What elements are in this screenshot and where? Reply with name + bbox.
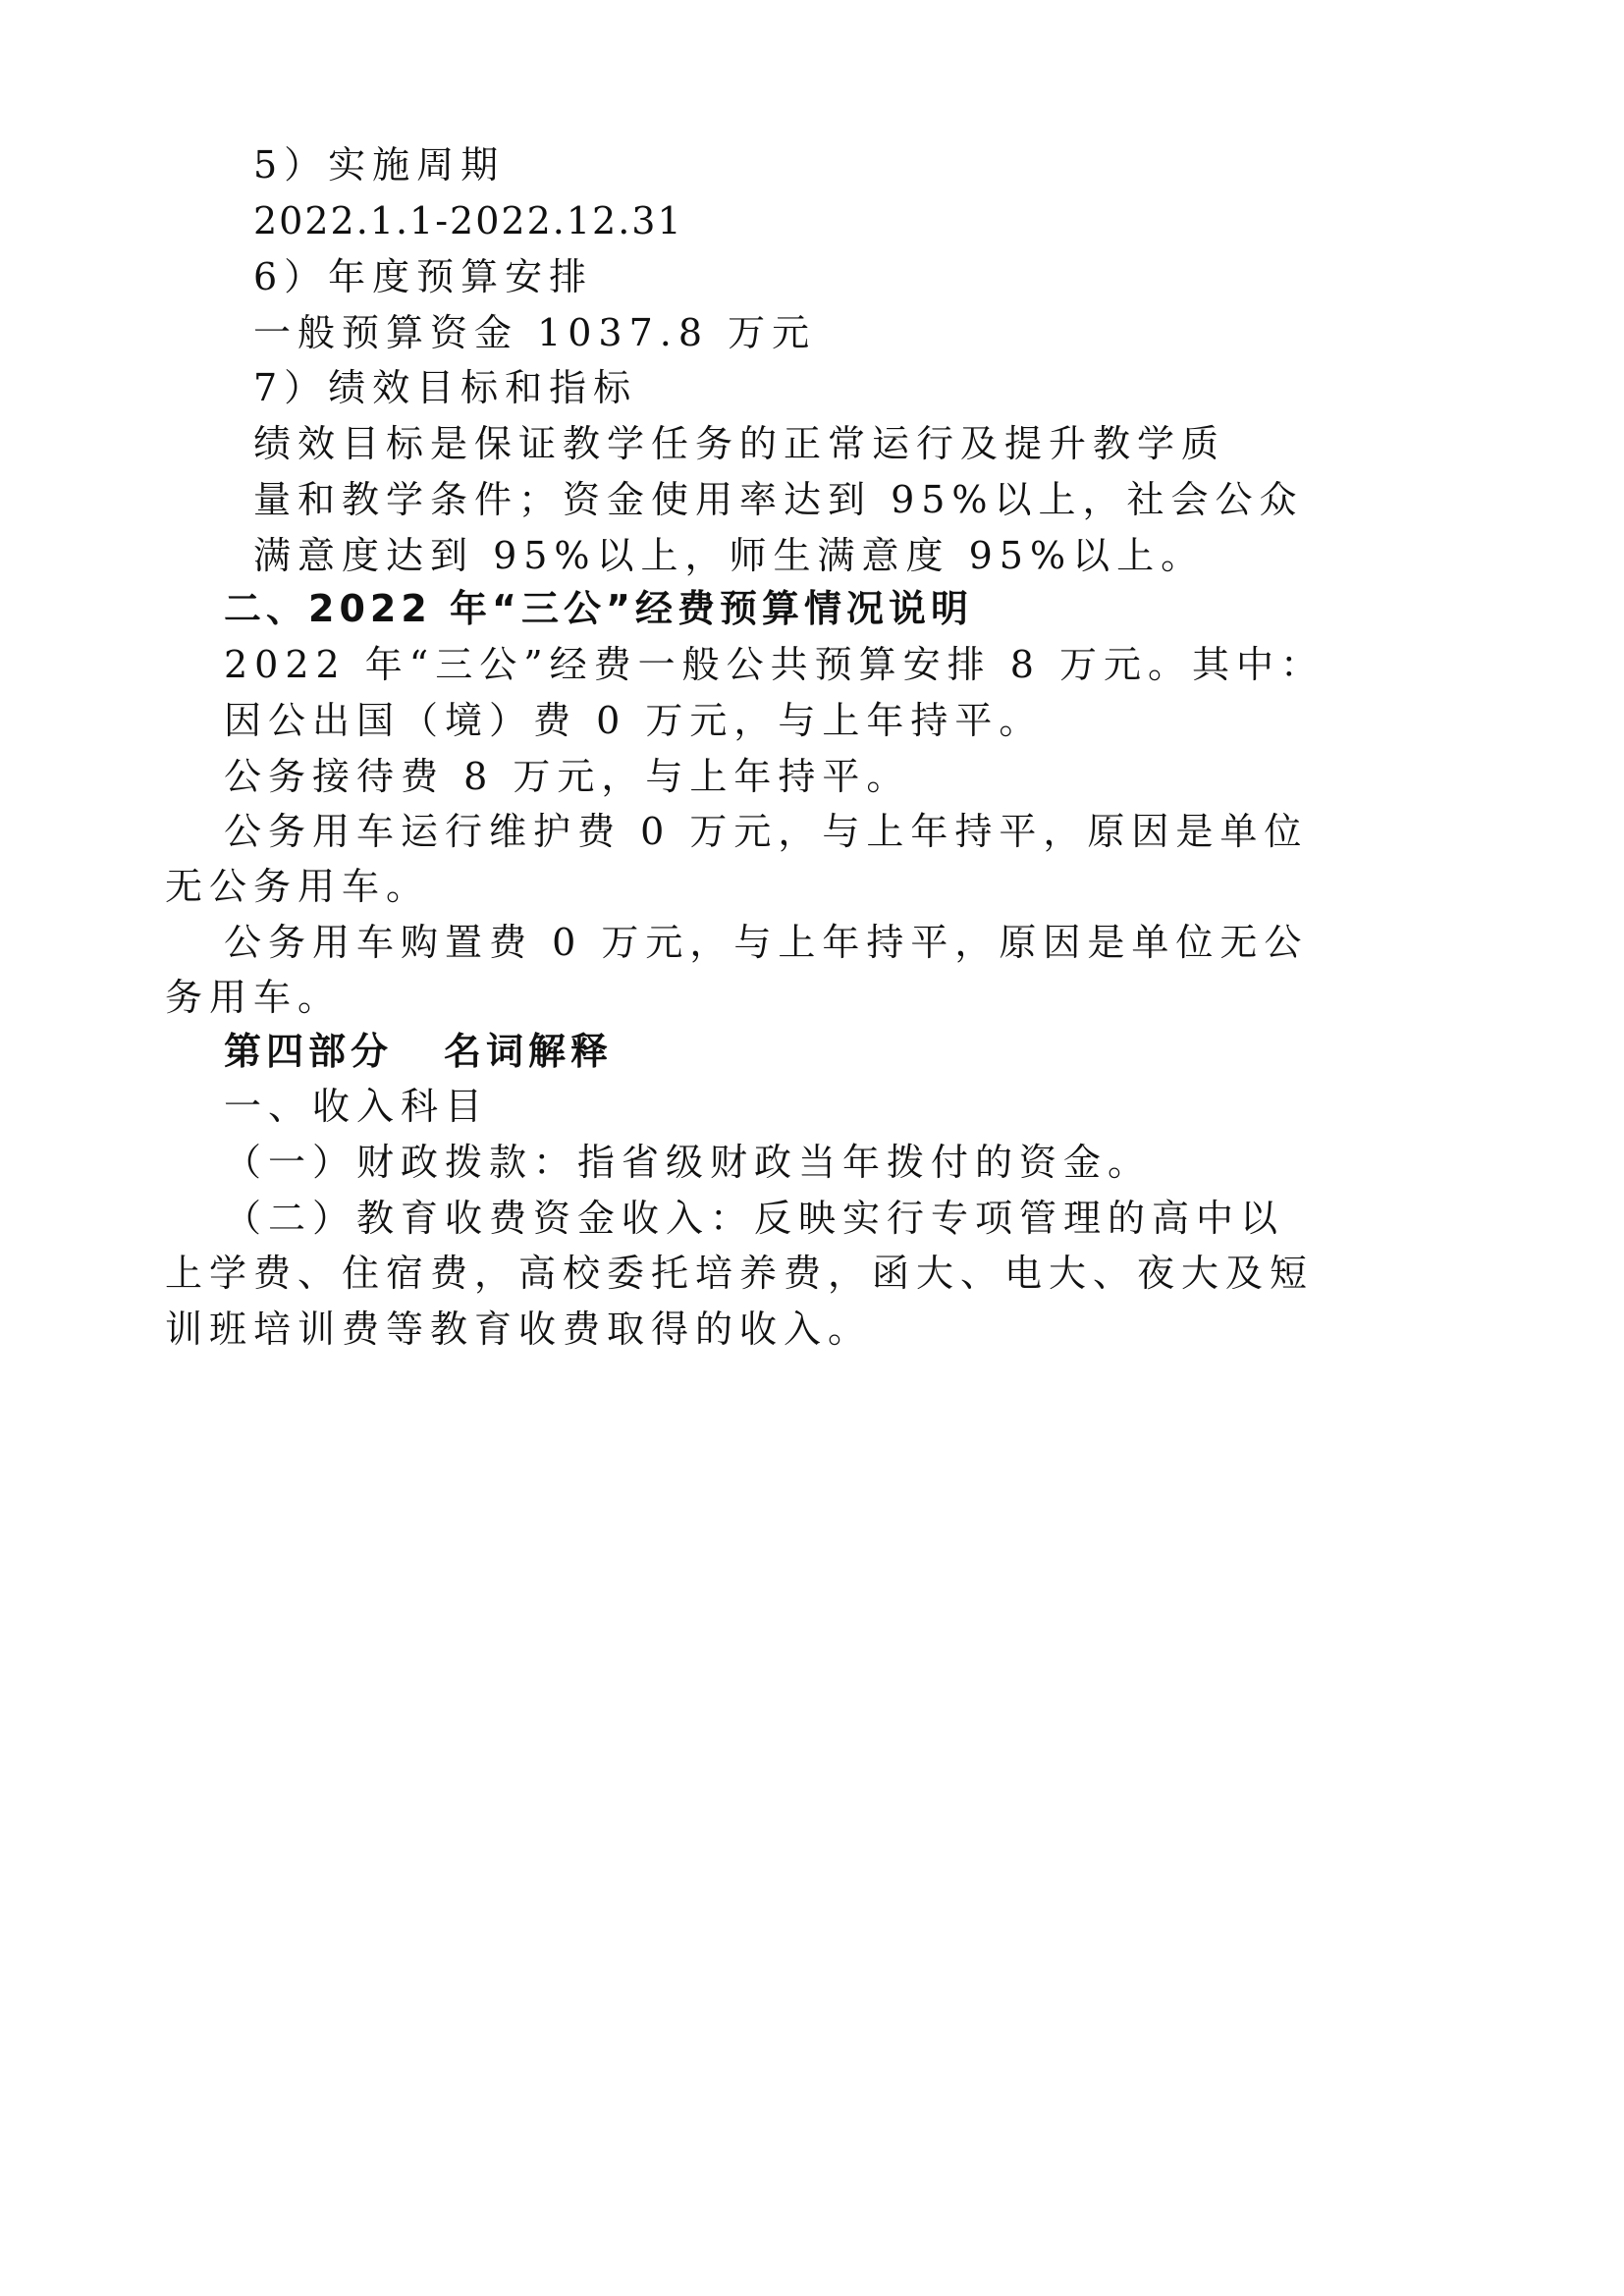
paragraph-line: （一）财政拨款：指省级财政当年拨付的资金。	[224, 1141, 1153, 1184]
item6-heading: 6）年度预算安排	[253, 255, 594, 298]
paragraph-line: （二）教育收费资金收入：反映实行专项管理的高中以	[224, 1197, 1285, 1240]
paragraph-line: 2022 年“三公”经费一般公共预算安排 8 万元。其中：	[224, 643, 1325, 686]
item7-text-line: 绩效目标是保证教学任务的正常运行及提升教学质	[253, 422, 1226, 465]
section-heading-three-public: 二、2022 年“三公”经费预算情况说明	[224, 587, 973, 630]
paragraph-line: 公务接待费 8 万元，与上年持平。	[224, 755, 911, 798]
paragraph-line: 因公出国（境）费 0 万元，与上年持平。	[224, 699, 1044, 742]
item7-text-line: 满意度达到 95%以上，师生满意度 95%以上。	[253, 534, 1206, 577]
paragraph-line: 公务用车运行维护费 0 万元，与上年持平，原因是单位	[224, 810, 1309, 853]
paragraph-line: 务用车。	[165, 976, 343, 1019]
paragraph-line: 上学费、住宿费，高校委托培养费，函大、电大、夜大及短	[165, 1252, 1315, 1295]
item5-value: 2022.1.1-2022.12.31	[253, 199, 683, 242]
item6-value: 一般预算资金 1037.8 万元	[253, 311, 817, 354]
item7-heading: 7）绩效目标和指标	[253, 366, 638, 409]
item5-heading: 5）实施周期	[253, 143, 506, 187]
paragraph-line: 训班培训费等教育收费取得的收入。	[165, 1308, 873, 1351]
item7-text-line: 量和教学条件；资金使用率达到 95%以上，社会公众	[253, 478, 1304, 521]
part4-label: 第四部分	[224, 1030, 394, 1073]
part4-heading	[224, 1029, 613, 1074]
part4-title: 名词解释	[444, 1030, 614, 1073]
income-heading: 一、收入科目	[224, 1085, 490, 1128]
paragraph-line: 公务用车购置费 0 万元，与上年持平，原因是单位无公	[224, 921, 1309, 964]
paragraph-line: 无公务用车。	[165, 865, 431, 908]
